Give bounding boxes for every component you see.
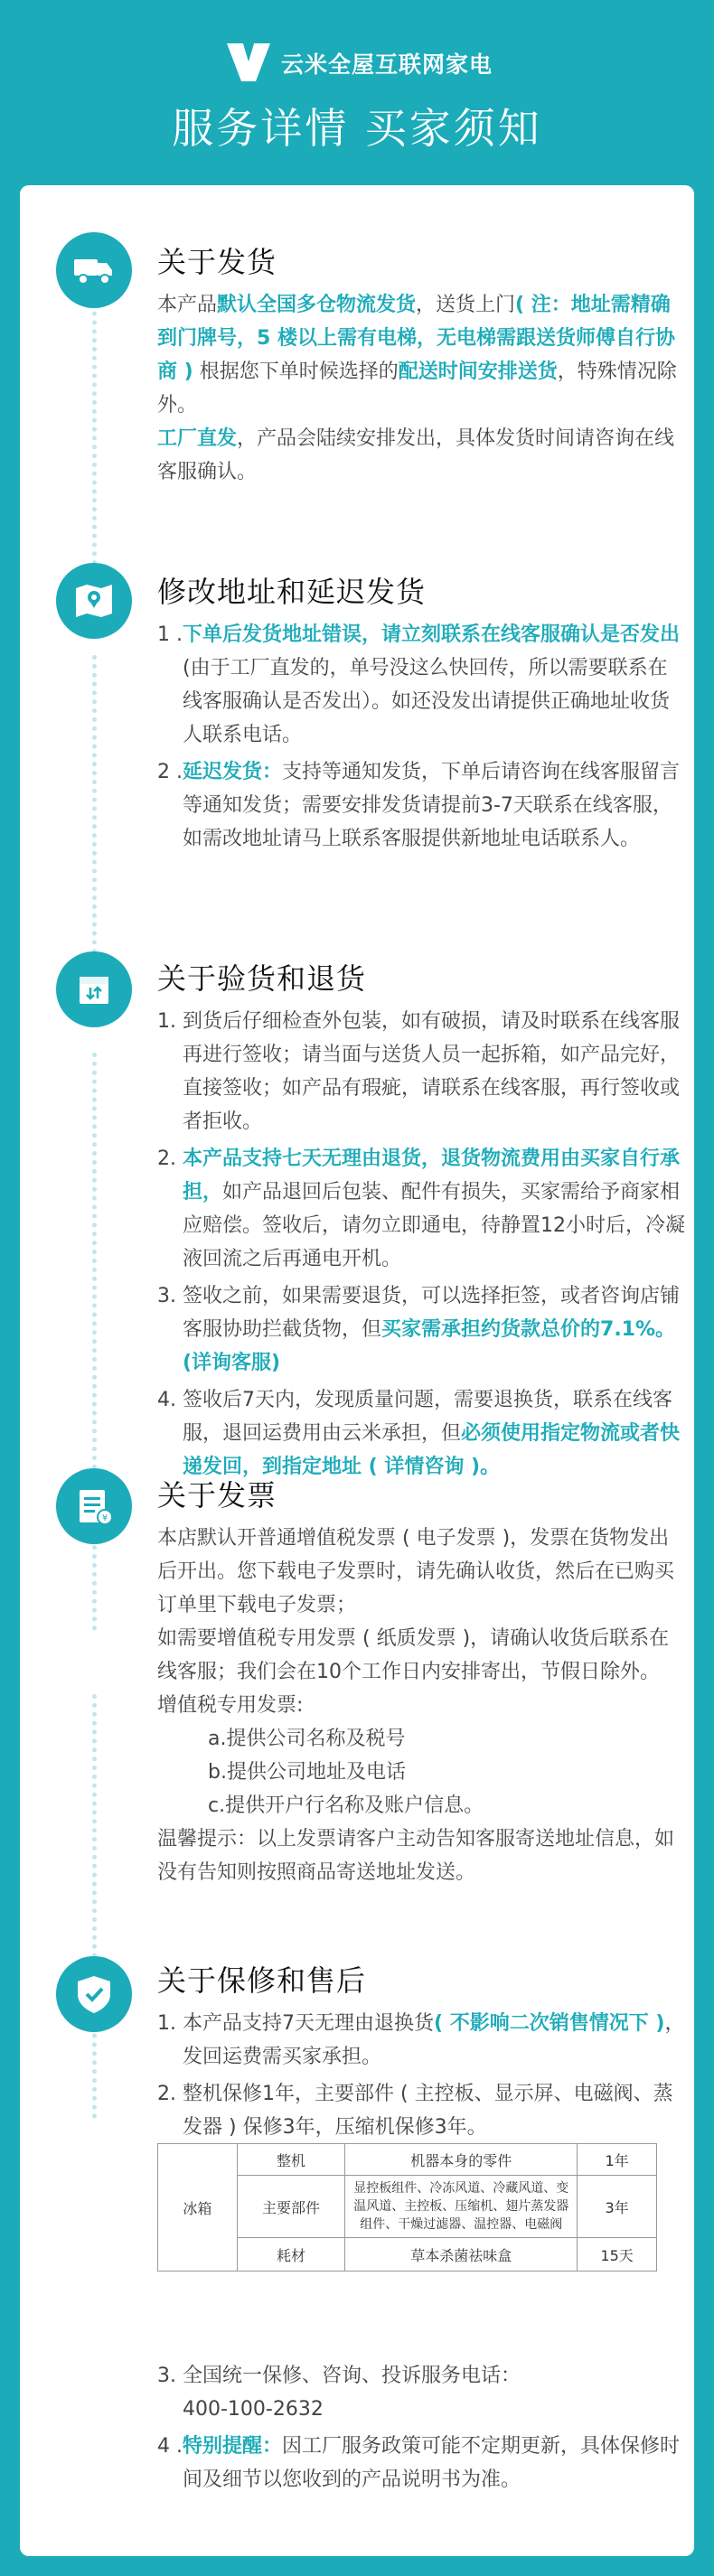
list-item: 3. 全国统一保修、咨询、投诉服务电话： 400-100-2632 — [157, 2365, 521, 2421]
shipping-text: 本产品默认全国多仓物流发货，送货上门( 注：地址需精确到门牌号，5 楼以上需有电梯，无电梯需跟送货师傅自行协商 ) 根据您下单时候选择的配送时间安排送货，特殊情况除外。 — [157, 294, 677, 417]
invoice-requirement: c.提供开户行名称及账户信息。 — [208, 1794, 484, 1817]
svg-text:¥: ¥ — [101, 1513, 108, 1523]
warranty-title: 关于保修和售后 — [157, 1963, 367, 1998]
inspection-title: 关于验货和退货 — [157, 961, 367, 996]
content-card — [20, 185, 694, 2556]
invoice-text: 增值税专用发票: — [157, 1694, 304, 1717]
invoice-title: 关于发票 — [157, 1478, 277, 1513]
service-phone: 400-100-2632 — [183, 2398, 324, 2421]
truck-icon — [56, 232, 132, 308]
address-title: 修改地址和延迟发货 — [157, 575, 427, 609]
invoice-requirement: b.提供公司地址及电话 — [208, 1761, 406, 1784]
package-icon — [56, 951, 132, 1027]
timeline-dots — [92, 294, 101, 592]
warranty-table — [157, 2143, 657, 2272]
table-cell: 冰箱 — [158, 2144, 238, 2272]
brand-row — [0, 0, 714, 87]
invoice-text: 如需要增值税专用发票 ( 纸质发票 )，请确认收货后联系在线客服；我们会在10个工作日内安排寄出，节假日除外。 — [157, 1627, 670, 1683]
warranty-section — [157, 1958, 686, 2148]
timeline-dots — [92, 1694, 101, 2119]
shipping-section — [157, 239, 686, 489]
viomi-logo-icon — [221, 40, 276, 87]
table-cell: 耗材 — [237, 2238, 344, 2272]
list-item: 4. 签收后7天内，发现质量问题，需要退换货，联系在线客服，退回运费用由云米承担，但必须使用指定物流或者快递发回，到指定地址 ( 详情咨询 )。 — [157, 1389, 681, 1478]
timeline-dots — [92, 655, 101, 989]
table-cell: 1年 — [578, 2144, 657, 2176]
list-item: 1. 本产品支持7天无理由退换货( 不影响二次销售情况下 )，发回运费需买家承担。 — [157, 2012, 685, 2068]
list-item: 1 . 下单后发货地址错误，请立刻联系在线客服确认是否发出(由于工厂直发的，单号没这么快回传，所以需要联系在线客服确认是否发出）。如还没发出请提供正确地址收货人联系电话。 — [157, 623, 681, 746]
table-cell: 机器本身的零件 — [345, 2144, 578, 2176]
timeline-dots — [92, 1053, 101, 1631]
shipping-title: 关于发货 — [157, 245, 277, 279]
list-item: 3. 签收之前，如果需要退货，可以选择拒签，或者咨询店铺客服协助拦截货物，但买家需承担约货款总价的7.1%。(详询客服) — [157, 1285, 681, 1374]
inspection-section — [157, 956, 686, 1487]
address-section — [157, 569, 686, 859]
table-cell: 整机 — [237, 2144, 344, 2176]
invoice-icon — [56, 1468, 132, 1544]
map-pin-icon — [56, 563, 132, 639]
list-item: 1. 到货后仔细检查外包装，如有破损，请及时联系在线客服再进行签收；请当面与送货人员一起拆箱，如产品完好，直接签收；如产品有瑕疵，请联系在线客服，再行签收或者拒收。 — [157, 1010, 681, 1133]
table-cell: 15天 — [578, 2238, 657, 2272]
brand-name: 云米全屋互联网家电 — [280, 52, 493, 78]
factory-direct-text: 工厂直发，产品会陆续安排发出，具体发货时间请咨询在线客服确认。 — [157, 427, 675, 483]
invoice-requirement: a.提供公司名称及税号 — [208, 1728, 406, 1750]
page-title: 服务详情 买家须知 — [172, 104, 542, 153]
table-cell: 显控板组件、冷冻风道、冷藏风道、变温风道、主控板、压缩机、翅片蒸发器组件、干燥过滤器、温控器、电磁阀 — [345, 2176, 578, 2238]
table-cell: 3年 — [578, 2176, 657, 2238]
invoice-text: 本店默认开普通增值税发票 ( 电子发票 )，发票在货物发出后开出。您下载电子发票时，请先确认收货，然后在已购买订单里下载电子发票； — [157, 1527, 675, 1616]
table-cell: 草本杀菌祛味盒 — [345, 2238, 578, 2272]
list-item: 2. 本产品支持七天无理由退货，退货物流费用由买家自行承担，如产品退回后包装、配件有损失，买家需给予商家相应赔偿。签收后，请勿立即通电，待静置12小时后，冷凝液回流之后再通电开机。 — [157, 1147, 685, 1270]
list-item: 2. 整机保修1年，主要部件 ( 主控板、显示屏、电磁阀、蒸发器 ) 保修3年，压缩机保修3年。 — [157, 2083, 673, 2139]
table-cell: 主要部件 — [237, 2176, 344, 2238]
page-header — [0, 0, 714, 185]
list-item: 2 . 延迟发货：支持等通知发货，下单后请咨询在线客服留言等通知发货；需要安排发货请提前3-7天联系在线客服，如需改地址请马上联系客服提供新地址电话联系人。 — [157, 761, 681, 850]
invoice-tip: 温馨提示：以上发票请客户主动告知客服寄送地址信息，如没有告知则按照商品寄送地址发送。 — [157, 1828, 675, 1884]
list-item: 4 . 特别提醒：因工厂服务政策可能不定期更新，具体保修时间及细节以您收到的产品说明书为准。 — [157, 2435, 681, 2491]
warranty-contact-section — [157, 2359, 686, 2500]
shield-check-icon — [56, 1956, 132, 2032]
invoice-section — [157, 1473, 686, 1889]
